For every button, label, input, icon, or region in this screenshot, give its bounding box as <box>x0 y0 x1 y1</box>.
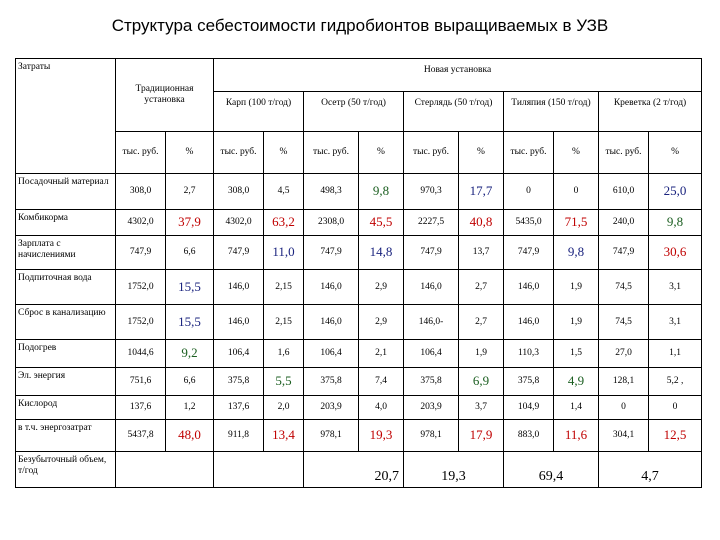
highlight-cell: 4,9 <box>554 368 599 396</box>
highlight-cell: 11,6 <box>554 420 599 452</box>
header-unit-rub: тыс. руб. <box>214 132 264 174</box>
highlight-cell: 5,5 <box>264 368 304 396</box>
table-cell: 1044,6 <box>116 340 166 368</box>
table-cell: 4302,0 <box>116 210 166 236</box>
table-cell: 5437,8 <box>116 420 166 452</box>
highlight-cell: 17,7 <box>459 174 504 210</box>
table-cell: 308,0 <box>214 174 264 210</box>
table-row <box>16 452 702 488</box>
table-cell: 747,9 <box>504 236 554 270</box>
table-cell: 911,8 <box>214 420 264 452</box>
table-cell: 6,6 <box>166 236 214 270</box>
table-cell: 146,0 <box>504 305 554 340</box>
header-costs: Затраты <box>16 59 116 174</box>
row-label: Подогрев <box>16 340 116 368</box>
table-cell <box>116 452 214 488</box>
table-cell: 2,7 <box>166 174 214 210</box>
highlight-cell: 40,8 <box>459 210 504 236</box>
table-cell: 146,0 <box>214 270 264 305</box>
header-new-install: Новая установка <box>214 59 702 92</box>
table-cell: 0 <box>649 396 702 420</box>
table-cell: 375,8 <box>304 368 359 396</box>
header-unit-rub: тыс. руб. <box>304 132 359 174</box>
header-group-sturgeon: Осетр (50 т/год) <box>304 92 404 132</box>
table-cell <box>214 452 304 488</box>
page-title: Структура себестоимости гидробионтов выращиваемых в УЗВ <box>111 16 609 35</box>
table-cell: 146,0 <box>304 270 359 305</box>
table-cell: 2,9 <box>359 305 404 340</box>
breakeven-value: 20,7 <box>304 452 404 488</box>
table-cell: 146,0 <box>304 305 359 340</box>
table-row <box>16 396 702 420</box>
header-unit-pct: % <box>459 132 504 174</box>
table-cell: 104,9 <box>504 396 554 420</box>
table-cell: 2,7 <box>459 305 504 340</box>
table-cell: 2,15 <box>264 305 304 340</box>
header-unit-pct: % <box>264 132 304 174</box>
highlight-cell: 13,4 <box>264 420 304 452</box>
highlight-cell: 9,8 <box>359 174 404 210</box>
header-group-tilapia: Тиляпия (150 т/год) <box>504 92 599 132</box>
table-cell: 1,9 <box>554 305 599 340</box>
table-cell: 375,8 <box>214 368 264 396</box>
header-unit-pct: % <box>359 132 404 174</box>
table-cell: 146,0- <box>404 305 459 340</box>
header-unit-rub: тыс. руб. <box>116 132 166 174</box>
table-cell: 1,9 <box>459 340 504 368</box>
table-cell: 747,9 <box>116 236 166 270</box>
header-unit-pct: % <box>554 132 599 174</box>
table-cell: 240,0 <box>599 210 649 236</box>
breakeven-value: 69,4 <box>504 452 599 488</box>
highlight-cell: 6,9 <box>459 368 504 396</box>
table-cell: 3,1 <box>649 305 702 340</box>
highlight-cell: 9,2 <box>166 340 214 368</box>
table-cell: 375,8 <box>404 368 459 396</box>
table-row <box>16 420 702 452</box>
header-group-shrimp: Креветка (2 т/год) <box>599 92 702 132</box>
row-label: в т.ч. энергозатрат <box>16 420 116 452</box>
table-cell: 3,1 <box>649 270 702 305</box>
table-cell: 1,2 <box>166 396 214 420</box>
row-label: Сброс в канализацию <box>16 305 116 340</box>
highlight-cell: 25,0 <box>649 174 702 210</box>
highlight-cell: 19,3 <box>359 420 404 452</box>
table-cell: 146,0 <box>404 270 459 305</box>
header-unit-pct: % <box>166 132 214 174</box>
table-row <box>16 368 702 396</box>
table-row <box>16 210 702 236</box>
table-cell: 883,0 <box>504 420 554 452</box>
table-cell: 110,3 <box>504 340 554 368</box>
table-cell: 4,5 <box>264 174 304 210</box>
cost-structure-table <box>15 58 702 488</box>
table-cell: 0 <box>599 396 649 420</box>
table-cell: 1,6 <box>264 340 304 368</box>
table-cell: 106,4 <box>304 340 359 368</box>
table-cell: 1,1 <box>649 340 702 368</box>
table-cell: 106,4 <box>404 340 459 368</box>
breakeven-value: 19,3 <box>404 452 504 488</box>
table-cell: 203,9 <box>404 396 459 420</box>
table-cell: 970,3 <box>404 174 459 210</box>
highlight-cell: 37,9 <box>166 210 214 236</box>
table-row <box>16 270 702 305</box>
table-cell: 1,4 <box>554 396 599 420</box>
table-row <box>16 340 702 368</box>
table-cell: 74,5 <box>599 270 649 305</box>
row-label: Подпиточная вода <box>16 270 116 305</box>
table-cell: 4,0 <box>359 396 404 420</box>
table-cell: 747,9 <box>214 236 264 270</box>
row-label: Эл. энергия <box>16 368 116 396</box>
row-label: Комбикорма <box>16 210 116 236</box>
table-cell: 2,7 <box>459 270 504 305</box>
table-cell: 308,0 <box>116 174 166 210</box>
breakeven-value: 4,7 <box>599 452 702 488</box>
table-cell: 106,4 <box>214 340 264 368</box>
highlight-cell: 12,5 <box>649 420 702 452</box>
table-cell: 747,9 <box>599 236 649 270</box>
table-row <box>16 174 702 210</box>
table-cell: 137,6 <box>116 396 166 420</box>
table-cell: 747,9 <box>304 236 359 270</box>
table-cell: 751,6 <box>116 368 166 396</box>
highlight-cell: 15,5 <box>166 305 214 340</box>
table-cell: 4302,0 <box>214 210 264 236</box>
table-row <box>16 305 702 340</box>
row-label: Безубыточный объем, т/год <box>16 452 116 488</box>
highlight-cell: 48,0 <box>166 420 214 452</box>
table-cell: 375,8 <box>504 368 554 396</box>
highlight-cell: 63,2 <box>264 210 304 236</box>
highlight-cell: 15,5 <box>166 270 214 305</box>
highlight-cell: 45,5 <box>359 210 404 236</box>
highlight-cell: 30,6 <box>649 236 702 270</box>
table-cell: 5,2 , <box>649 368 702 396</box>
table-cell: 6,6 <box>166 368 214 396</box>
table-cell: 7,4 <box>359 368 404 396</box>
highlight-cell: 14,8 <box>359 236 404 270</box>
table-cell: 610,0 <box>599 174 649 210</box>
table-cell: 1,9 <box>554 270 599 305</box>
highlight-cell: 71,5 <box>554 210 599 236</box>
highlight-cell: 17,9 <box>459 420 504 452</box>
highlight-cell: 9,8 <box>554 236 599 270</box>
table-cell: 203,9 <box>304 396 359 420</box>
table-cell: 2,0 <box>264 396 304 420</box>
table-cell: 27,0 <box>599 340 649 368</box>
header-unit-pct: % <box>649 132 702 174</box>
table-cell: 2,9 <box>359 270 404 305</box>
table-cell: 498,3 <box>304 174 359 210</box>
table-cell: 2,1 <box>359 340 404 368</box>
table-cell: 146,0 <box>214 305 264 340</box>
table-cell: 2308,0 <box>304 210 359 236</box>
row-label: Кислород <box>16 396 116 420</box>
table-cell: 304,1 <box>599 420 649 452</box>
header-unit-rub: тыс. руб. <box>504 132 554 174</box>
highlight-cell: 11,0 <box>264 236 304 270</box>
table-cell: 1752,0 <box>116 270 166 305</box>
table-cell: 3,7 <box>459 396 504 420</box>
table-cell: 74,5 <box>599 305 649 340</box>
table-cell: 1752,0 <box>116 305 166 340</box>
table-cell: 2,15 <box>264 270 304 305</box>
table-cell: 2227,5 <box>404 210 459 236</box>
table-cell: 137,6 <box>214 396 264 420</box>
table-cell: 0 <box>554 174 599 210</box>
header-traditional: Традиционная установка <box>116 59 214 132</box>
table-cell: 978,1 <box>404 420 459 452</box>
table-cell: 5435,0 <box>504 210 554 236</box>
header-group-carp-new: Карп (100 т/год) <box>214 92 304 132</box>
table-cell: 146,0 <box>504 270 554 305</box>
table-cell: 747,9 <box>404 236 459 270</box>
header-group-sterlet: Стерлядь (50 т/год) <box>404 92 504 132</box>
table-cell: 0 <box>504 174 554 210</box>
table-cell: 13,7 <box>459 236 504 270</box>
table-cell: 1,5 <box>554 340 599 368</box>
header-unit-rub: тыс. руб. <box>599 132 649 174</box>
table-cell: 978,1 <box>304 420 359 452</box>
highlight-cell: 9,8 <box>649 210 702 236</box>
row-label: Зарплата с начислениями <box>16 236 116 270</box>
header-unit-rub: тыс. руб. <box>404 132 459 174</box>
table-cell: 128,1 <box>599 368 649 396</box>
row-label: Посадочный материал <box>16 174 116 210</box>
table-row <box>16 236 702 270</box>
